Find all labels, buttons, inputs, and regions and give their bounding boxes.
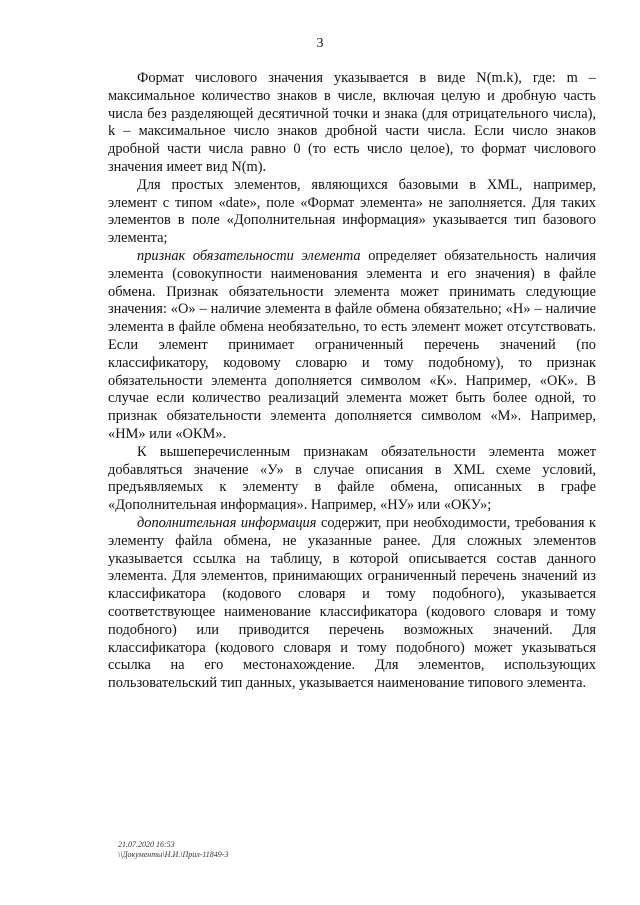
paragraph-conditional-value: [108, 444, 596, 515]
paragraph-text: содержит, при необходимости, требования к элементу файла обмена, не указанные ранее. Для сложных элементов указывается ссылка на таблицу, в которой описывается состав данного элемента. Для элементов, принимающих ограниченный перечень значений из классификатора (кодового словаря и тому подобного), указывается соответствующее наименование классификатора (кодового словаря и тому подобного) или приводится перечень возможных значений. Для классификатора (кодового словаря и тому подобного) может указываться ссылка на его местонахождение. Для элементов, использующих пользовательский тип данных, указывается наименование типового элемента.: [108, 514, 596, 692]
paragraph-term: признак обязательности элемента: [137, 247, 361, 264]
paragraph-additional-info: [108, 515, 596, 693]
paragraph-text: Формат числового значения указывается в виде N(m.k), где: m – максимальное количество знаков в числе, включая целую и дробную часть числа без разделяющей десятичной точки и знака (для отрицательного числа), k – максимальное число знаков дробной части числа. Если число знаков дробной части числа равно 0 (то есть число целое), то формат числового значения имеет вид N(m).: [108, 70, 596, 175]
paragraph-simple-elements: [108, 177, 596, 248]
paragraph-term: дополнительная информация: [137, 514, 317, 531]
page-number: 3: [316, 36, 324, 51]
paragraph-number-format: [108, 70, 596, 177]
footer-file-code: \\Документы\Н.И.\Прил-11849-3: [118, 850, 229, 859]
footer-stamp: [118, 840, 228, 860]
paragraph-text: Для простых элементов, являющихся базовыми в XML, например, элемент с типом «date», поле «Формат элемента» не заполняется. Для таких элементов в поле «Дополнительная информация» указывается тип базового элемента;: [108, 176, 596, 247]
paragraph-text: определяет обязательность наличия элемента (совокупности наименования элемента и его значения) в файле обмена. Признак обязательности элемента может принимать следующие значения: «О» – наличие элемента в файле обмена обязательно; «Н» – наличие элемента в файле обмена необязательно, то есть элемент может отсутствовать. Если элемент принимает ограниченный перечень значений (по классификатору, кодовому словарю и тому подобному), то признак обязательности элемента дополняется символом «К». Например, «ОК». В случае если количество реализаций элемента может быть более одной, то признак обязательности элемента дополняется символом «М». Например, «НМ» или «ОКМ».: [108, 247, 596, 442]
document-body: [108, 70, 596, 693]
paragraph-text: К вышеперечисленным признакам обязательности элемента может добавляться значение «У» в случае описания в XML схеме условий, предъявляемых к элементу в файле обмена, описанных в графе «Дополнительная информация». Например, «НУ» или «ОКУ»;: [108, 443, 596, 514]
paragraph-mandatory-sign: [108, 248, 596, 444]
footer-date: 21.07.2020 16:53: [118, 840, 175, 849]
